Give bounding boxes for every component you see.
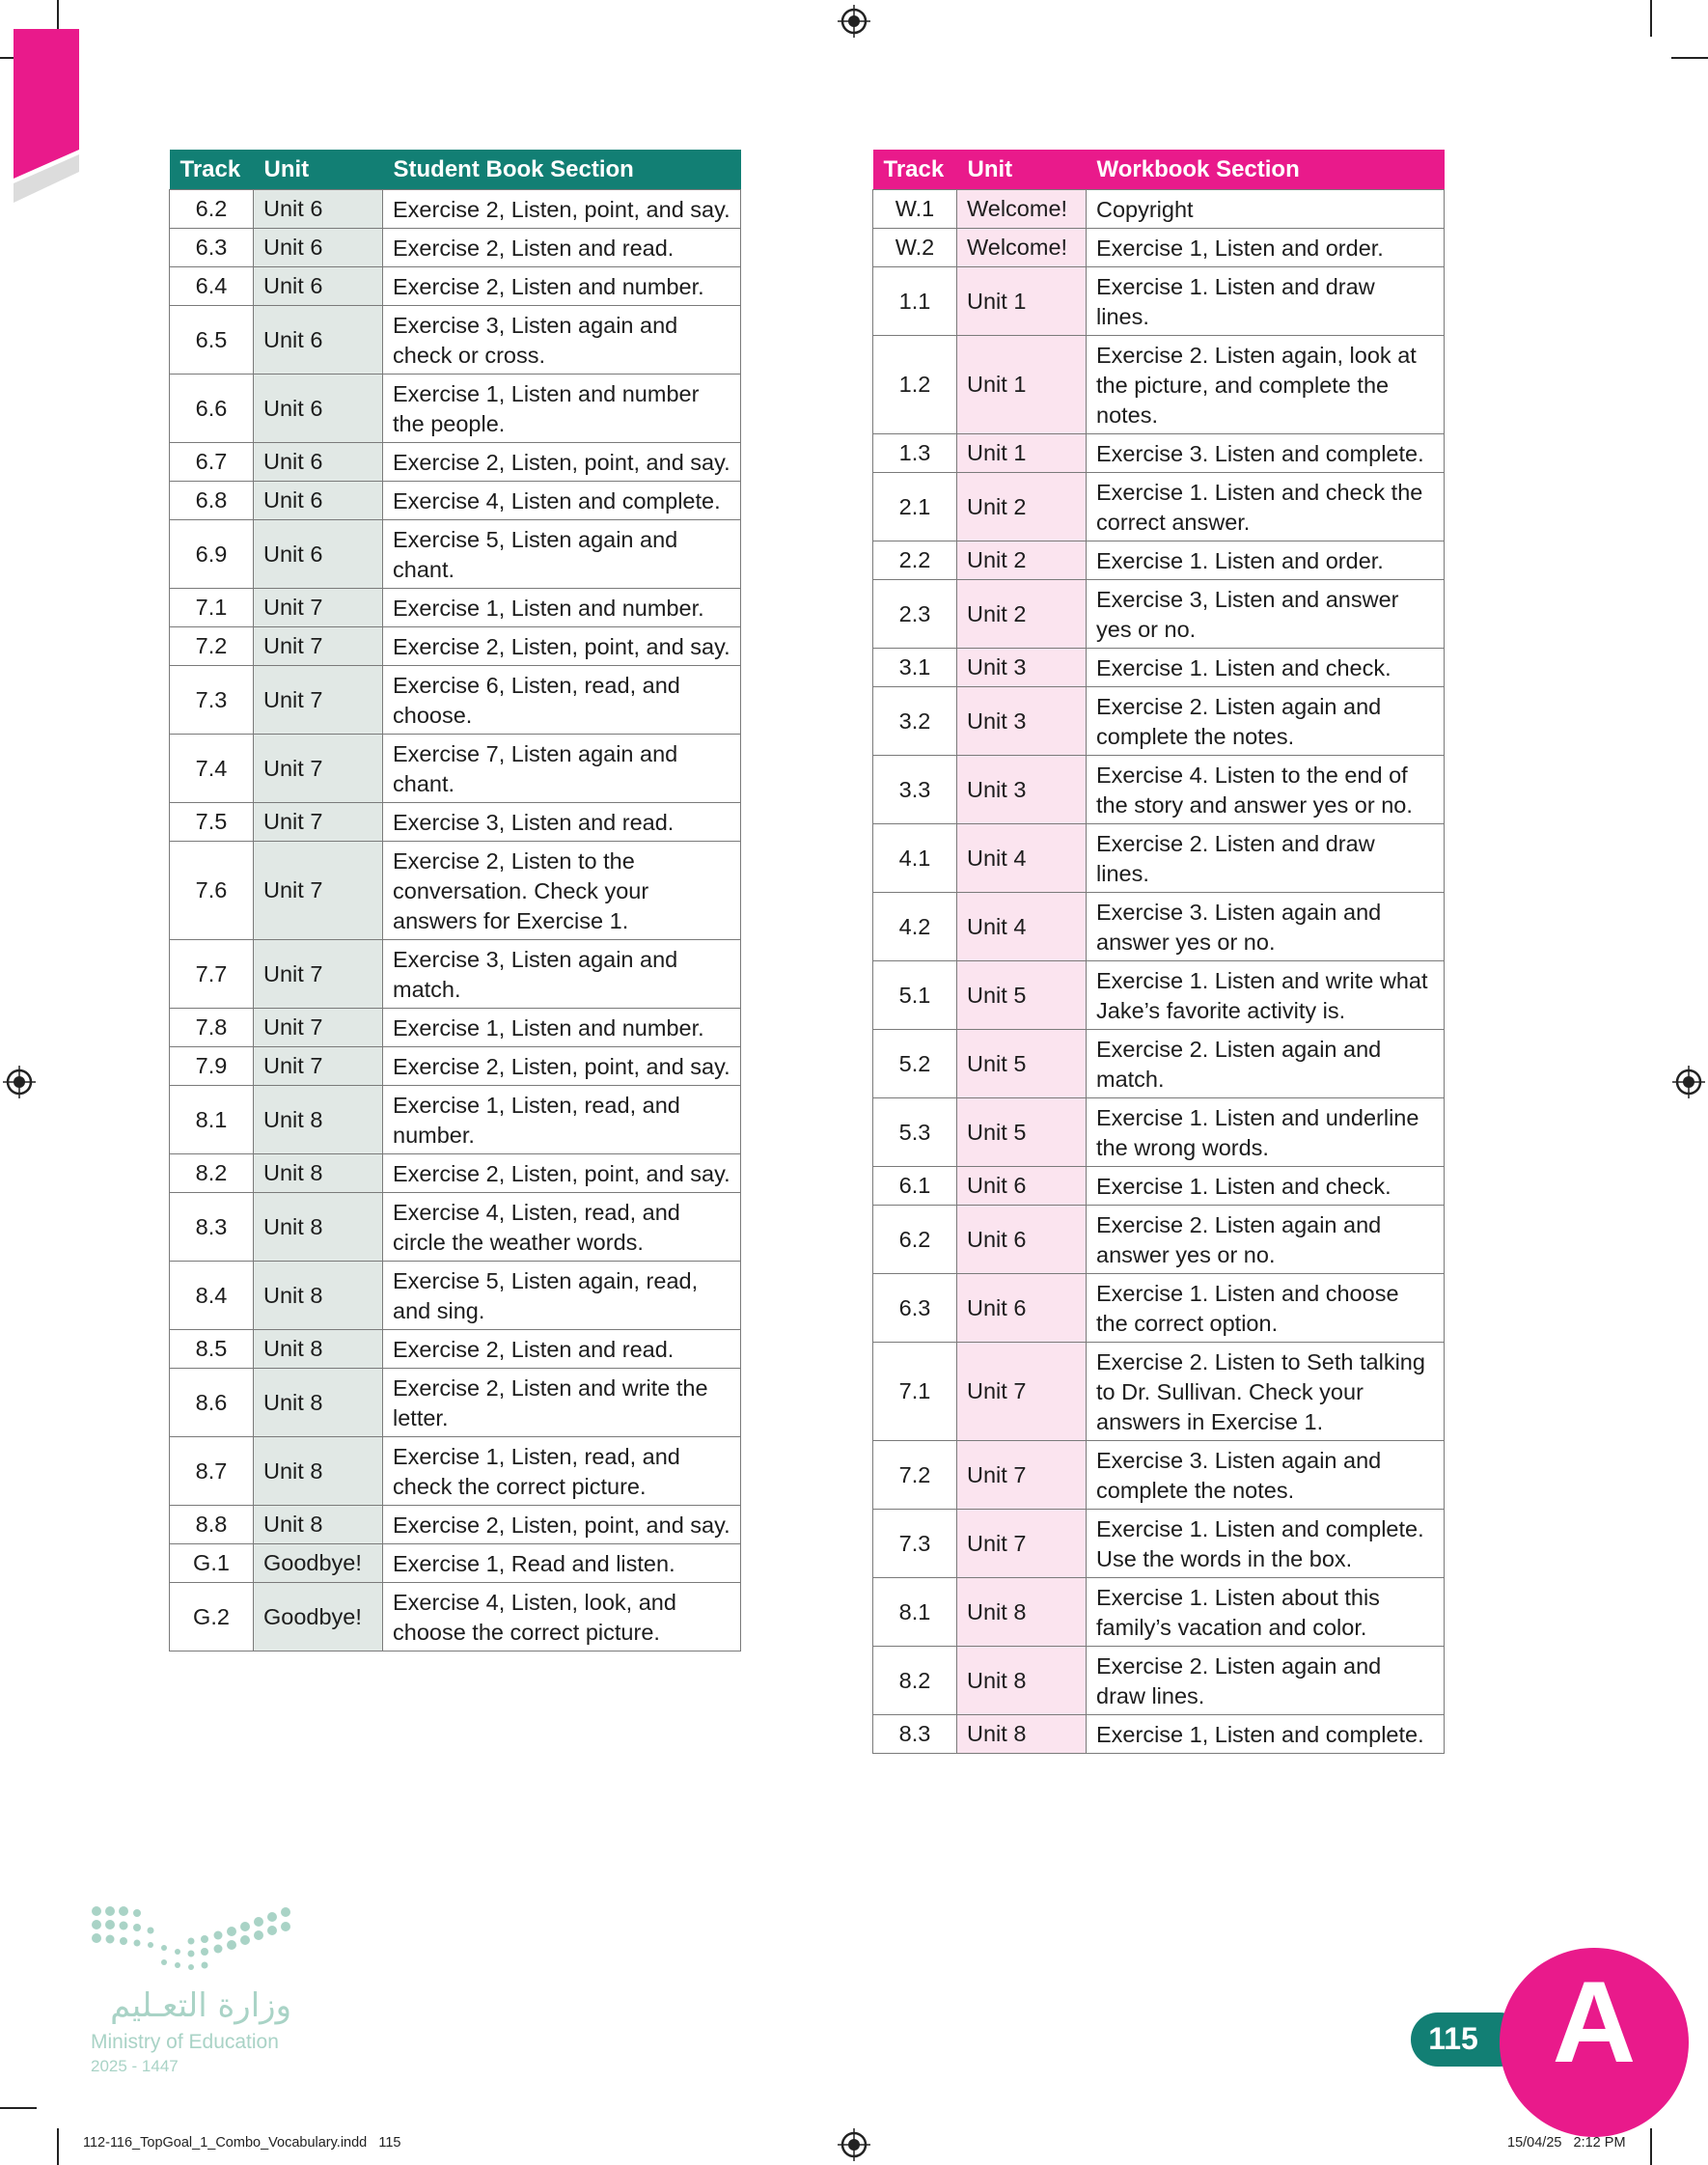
unit-cell: Unit 8 [957, 1647, 1087, 1715]
unit-cell: Unit 5 [957, 1030, 1087, 1098]
section-cell: Exercise 2. Listen again, look at the picture, and complete the notes. [1087, 336, 1445, 434]
section-cell: Exercise 2, Listen, point, and say. [383, 190, 741, 229]
section-cell: Exercise 1. Listen and check the correct answer. [1087, 473, 1445, 541]
track-cell: 6.7 [170, 443, 254, 482]
section-cell: Exercise 3. Listen and complete. [1087, 434, 1445, 473]
unit-cell: Unit 7 [254, 627, 383, 666]
table-row [873, 1206, 1445, 1274]
track-cell: 8.1 [170, 1086, 254, 1154]
track-cell: 6.2 [873, 1206, 957, 1274]
unit-cell: Unit 8 [957, 1715, 1087, 1754]
workbook-track-table [872, 150, 1445, 1754]
track-cell: 1.2 [873, 336, 957, 434]
table-row [873, 473, 1445, 541]
track-cell: 6.6 [170, 375, 254, 443]
track-cell: 7.1 [170, 589, 254, 627]
track-cell: 8.3 [170, 1193, 254, 1262]
unit-cell: Unit 3 [957, 649, 1087, 687]
unit-cell: Unit 6 [254, 443, 383, 482]
table-row [873, 1098, 1445, 1167]
table-row [873, 649, 1445, 687]
table-row [170, 1544, 741, 1583]
track-cell: 6.4 [170, 267, 254, 306]
track-cell: G.1 [170, 1544, 254, 1583]
section-cell: Exercise 2, Listen, point, and say. [383, 1047, 741, 1086]
table-row [170, 940, 741, 1009]
unit-cell: Unit 6 [254, 520, 383, 589]
section-cell: Exercise 1, Listen, read, and check the correct picture. [383, 1437, 741, 1506]
unit-cell: Unit 1 [957, 434, 1087, 473]
unit-cell: Unit 6 [254, 267, 383, 306]
unit-cell: Goodbye! [254, 1583, 383, 1652]
table-row [170, 1047, 741, 1086]
unit-cell: Unit 5 [957, 1098, 1087, 1167]
section-cell: Exercise 1. Listen and order. [1087, 541, 1445, 580]
page-number: 115 [1428, 2021, 1478, 2056]
track-cell: 7.1 [873, 1343, 957, 1441]
section-column-header: Student Book Section [383, 150, 741, 190]
table-row [170, 627, 741, 666]
section-cell: Exercise 2. Listen and draw lines. [1087, 824, 1445, 893]
table-row [873, 1715, 1445, 1754]
unit-cell: Unit 7 [254, 666, 383, 735]
unit-cell: Unit 7 [254, 589, 383, 627]
table-row [873, 580, 1445, 649]
track-cell: 7.7 [170, 940, 254, 1009]
track-column-header: Track [170, 150, 254, 190]
track-cell: 7.3 [170, 666, 254, 735]
track-cell: 4.2 [873, 893, 957, 961]
unit-cell: Unit 6 [254, 482, 383, 520]
table-row [873, 687, 1445, 756]
crop-mark [1650, 2128, 1652, 2165]
section-cell: Exercise 2, Listen, point, and say. [383, 627, 741, 666]
section-cell: Exercise 2, Listen and number. [383, 267, 741, 306]
table-row [170, 1086, 741, 1154]
section-cell: Exercise 1. Listen and complete. Use the words in the box. [1087, 1510, 1445, 1578]
student-book-rows [170, 190, 741, 1652]
section-cell: Exercise 1. Listen and check. [1087, 649, 1445, 687]
unit-cell: Unit 3 [957, 687, 1087, 756]
section-cell: Exercise 1, Listen and number. [383, 1009, 741, 1047]
table-row [873, 824, 1445, 893]
track-cell: 6.2 [170, 190, 254, 229]
track-cell: 8.2 [170, 1154, 254, 1193]
ministry-dots-logo [89, 1903, 291, 1973]
track-cell: 5.1 [873, 961, 957, 1030]
track-cell: 7.2 [873, 1441, 957, 1510]
table-row [170, 803, 741, 842]
track-cell: 7.8 [170, 1009, 254, 1047]
track-cell: 2.3 [873, 580, 957, 649]
track-cell: 7.5 [170, 803, 254, 842]
table-row [170, 842, 741, 940]
unit-cell: Unit 7 [254, 842, 383, 940]
table-row [170, 1583, 741, 1652]
unit-cell: Unit 6 [254, 306, 383, 375]
section-cell: Exercise 2, Listen, point, and say. [383, 1506, 741, 1544]
section-cell: Exercise 3. Listen again and answer yes or no. [1087, 893, 1445, 961]
section-cell: Exercise 4, Listen, look, and choose the correct picture. [383, 1583, 741, 1652]
unit-cell: Unit 4 [957, 824, 1087, 893]
unit-cell: Unit 8 [254, 1262, 383, 1330]
table-row [170, 735, 741, 803]
track-cell: 8.7 [170, 1437, 254, 1506]
unit-cell: Unit 8 [254, 1506, 383, 1544]
unit-cell: Unit 7 [254, 940, 383, 1009]
table-row [170, 1506, 741, 1544]
table-row [170, 1330, 741, 1369]
unit-column-header: Unit [957, 150, 1087, 190]
crop-mark [1650, 0, 1652, 37]
section-cell: Exercise 1, Listen and number. [383, 589, 741, 627]
unit-cell: Unit 5 [957, 961, 1087, 1030]
student-book-track-table [169, 150, 741, 1652]
track-cell: 1.1 [873, 267, 957, 336]
crop-mark [1671, 57, 1708, 59]
unit-cell: Unit 7 [254, 735, 383, 803]
table-row [873, 1274, 1445, 1343]
track-cell: 8.1 [873, 1578, 957, 1647]
track-cell: 2.1 [873, 473, 957, 541]
track-cell: 7.9 [170, 1047, 254, 1086]
table-row [170, 375, 741, 443]
ministry-arabic-name: وزارة التعـليم [110, 1986, 291, 2025]
section-cell: Exercise 4, Listen, read, and circle the weather words. [383, 1193, 741, 1262]
unit-cell: Unit 2 [957, 541, 1087, 580]
track-cell: 6.1 [873, 1167, 957, 1206]
section-cell: Exercise 1. Listen about this family’s vacation and color. [1087, 1578, 1445, 1647]
table-row [170, 1437, 741, 1506]
table-row [873, 961, 1445, 1030]
section-cell: Exercise 4, Listen and complete. [383, 482, 741, 520]
track-cell: 8.6 [170, 1369, 254, 1437]
unit-cell: Unit 7 [957, 1343, 1087, 1441]
corner-tab-decoration [14, 29, 81, 212]
unit-cell: Unit 8 [254, 1437, 383, 1506]
track-cell: G.2 [170, 1583, 254, 1652]
unit-cell: Unit 8 [254, 1369, 383, 1437]
track-cell: 7.6 [170, 842, 254, 940]
track-cell: 3.2 [873, 687, 957, 756]
unit-cell: Unit 1 [957, 336, 1087, 434]
track-cell: 8.8 [170, 1506, 254, 1544]
table-row [170, 190, 741, 229]
section-cell: Exercise 2. Listen again and complete the notes. [1087, 687, 1445, 756]
table-row [170, 1262, 741, 1330]
unit-cell: Unit 8 [254, 1330, 383, 1369]
section-cell: Exercise 1, Listen and complete. [1087, 1715, 1445, 1754]
track-cell: 1.3 [873, 434, 957, 473]
track-cell: 4.1 [873, 824, 957, 893]
section-cell: Exercise 1, Read and listen. [383, 1544, 741, 1583]
section-cell: Exercise 2, Listen and read. [383, 1330, 741, 1369]
slug-timestamp: 15/04/25 2:12 PM [1507, 2135, 1626, 2151]
track-cell: 8.4 [170, 1262, 254, 1330]
track-cell: 8.5 [170, 1330, 254, 1369]
section-cell: Exercise 3, Listen and answer yes or no. [1087, 580, 1445, 649]
table-row [170, 482, 741, 520]
section-cell: Exercise 1, Listen and order. [1087, 229, 1445, 267]
table-row [873, 1578, 1445, 1647]
track-cell: 7.3 [873, 1510, 957, 1578]
table-row [873, 190, 1445, 229]
section-cell: Exercise 3, Listen again and check or cross. [383, 306, 741, 375]
unit-cell: Unit 8 [254, 1193, 383, 1262]
section-cell: Exercise 6, Listen, read, and choose. [383, 666, 741, 735]
unit-cell: Unit 8 [254, 1154, 383, 1193]
section-cell: Exercise 2. Listen to Seth talking to Dr. Sullivan. Check your answers in Exercise 1. [1087, 1343, 1445, 1441]
track-cell: 6.9 [170, 520, 254, 589]
unit-cell: Unit 6 [957, 1274, 1087, 1343]
unit-cell: Welcome! [957, 190, 1087, 229]
table-row [170, 1009, 741, 1047]
unit-cell: Unit 7 [254, 1047, 383, 1086]
table-row [873, 1343, 1445, 1441]
table-row [873, 1647, 1445, 1715]
section-cell: Exercise 1. Listen and underline the wrong words. [1087, 1098, 1445, 1167]
table-header-row [170, 150, 741, 190]
table-row [170, 229, 741, 267]
section-cell: Exercise 5, Listen again, read, and sing. [383, 1262, 741, 1330]
unit-cell: Unit 6 [254, 375, 383, 443]
table-header-row [873, 150, 1445, 190]
track-cell: 7.2 [170, 627, 254, 666]
unit-column-header: Unit [254, 150, 383, 190]
unit-cell: Unit 6 [254, 190, 383, 229]
track-column-header: Track [873, 150, 957, 190]
track-cell: 6.5 [170, 306, 254, 375]
section-cell: Exercise 2, Listen to the conversation. Check your answers for Exercise 1. [383, 842, 741, 940]
section-cell: Exercise 3, Listen again and match. [383, 940, 741, 1009]
track-cell: 7.4 [170, 735, 254, 803]
track-cell: 8.2 [873, 1647, 957, 1715]
table-row [170, 267, 741, 306]
registration-mark-icon [3, 1066, 36, 1098]
section-cell: Exercise 1, Listen and number the people. [383, 375, 741, 443]
slug-filename: 112-116_TopGoal_1_Combo_Vocabulary.indd 115 [83, 2135, 401, 2151]
unit-cell: Unit 6 [957, 1206, 1087, 1274]
track-cell: 6.3 [873, 1274, 957, 1343]
registration-mark-icon [1672, 1066, 1705, 1098]
table-row [873, 756, 1445, 824]
unit-cell: Goodbye! [254, 1544, 383, 1583]
section-cell: Exercise 2. Listen again and answer yes or no. [1087, 1206, 1445, 1274]
section-cell: Exercise 2. Listen again and match. [1087, 1030, 1445, 1098]
section-letter: A [1552, 1957, 1637, 2087]
section-cell: Exercise 2, Listen and write the letter. [383, 1369, 741, 1437]
track-cell: 6.8 [170, 482, 254, 520]
unit-cell: Unit 7 [254, 1009, 383, 1047]
track-cell: W.2 [873, 229, 957, 267]
section-cell: Exercise 1. Listen and check. [1087, 1167, 1445, 1206]
unit-cell: Unit 2 [957, 473, 1087, 541]
ministry-year: 2025 - 1447 [91, 2057, 179, 2075]
section-cell: Exercise 5, Listen again and chant. [383, 520, 741, 589]
section-cell: Exercise 3. Listen again and complete the notes. [1087, 1441, 1445, 1510]
section-cell: Exercise 7, Listen again and chant. [383, 735, 741, 803]
section-cell: Exercise 2. Listen again and draw lines. [1087, 1647, 1445, 1715]
table-row [873, 541, 1445, 580]
section-column-header: Workbook Section [1087, 150, 1445, 190]
track-cell: W.1 [873, 190, 957, 229]
table-row [873, 1441, 1445, 1510]
track-cell: 5.2 [873, 1030, 957, 1098]
workbook-rows [873, 190, 1445, 1754]
track-cell: 2.2 [873, 541, 957, 580]
table-row [873, 1510, 1445, 1578]
unit-cell: Unit 8 [957, 1578, 1087, 1647]
section-cell: Exercise 1. Listen and choose the correct option. [1087, 1274, 1445, 1343]
unit-cell: Unit 4 [957, 893, 1087, 961]
registration-mark-icon [838, 2128, 870, 2161]
table-row [170, 520, 741, 589]
unit-cell: Unit 7 [957, 1510, 1087, 1578]
table-row [170, 443, 741, 482]
unit-cell: Unit 6 [254, 229, 383, 267]
table-row [873, 336, 1445, 434]
table-row [873, 1167, 1445, 1206]
section-cell: Exercise 2, Listen, point, and say. [383, 443, 741, 482]
section-cell: Exercise 2, Listen and read. [383, 229, 741, 267]
table-row [170, 1193, 741, 1262]
track-cell: 6.3 [170, 229, 254, 267]
crop-mark [57, 2128, 59, 2165]
section-cell: Exercise 1. Listen and write what Jake’s favorite activity is. [1087, 961, 1445, 1030]
table-row [873, 229, 1445, 267]
unit-cell: Unit 2 [957, 580, 1087, 649]
table-row [170, 666, 741, 735]
track-cell: 5.3 [873, 1098, 957, 1167]
crop-mark [0, 2107, 37, 2109]
table-row [873, 267, 1445, 336]
track-cell: 3.1 [873, 649, 957, 687]
track-cell: 8.3 [873, 1715, 957, 1754]
section-cell: Exercise 1. Listen and draw lines. [1087, 267, 1445, 336]
table-row [170, 1154, 741, 1193]
section-cell: Exercise 3, Listen and read. [383, 803, 741, 842]
table-row [873, 893, 1445, 961]
unit-cell: Unit 1 [957, 267, 1087, 336]
track-cell: 3.3 [873, 756, 957, 824]
table-row [170, 306, 741, 375]
section-cell: Exercise 2, Listen, point, and say. [383, 1154, 741, 1193]
table-row [873, 1030, 1445, 1098]
table-row [170, 589, 741, 627]
registration-mark-icon [838, 5, 870, 38]
unit-cell: Unit 3 [957, 756, 1087, 824]
unit-cell: Welcome! [957, 229, 1087, 267]
unit-cell: Unit 8 [254, 1086, 383, 1154]
table-row [873, 434, 1445, 473]
unit-cell: Unit 7 [254, 803, 383, 842]
unit-cell: Unit 7 [957, 1441, 1087, 1510]
section-cell: Copyright [1087, 190, 1445, 229]
table-row [170, 1369, 741, 1437]
unit-cell: Unit 6 [957, 1167, 1087, 1206]
section-cell: Exercise 1, Listen, read, and number. [383, 1086, 741, 1154]
section-cell: Exercise 4. Listen to the end of the story and answer yes or no. [1087, 756, 1445, 824]
ministry-english-name: Ministry of Education [91, 2031, 279, 2053]
